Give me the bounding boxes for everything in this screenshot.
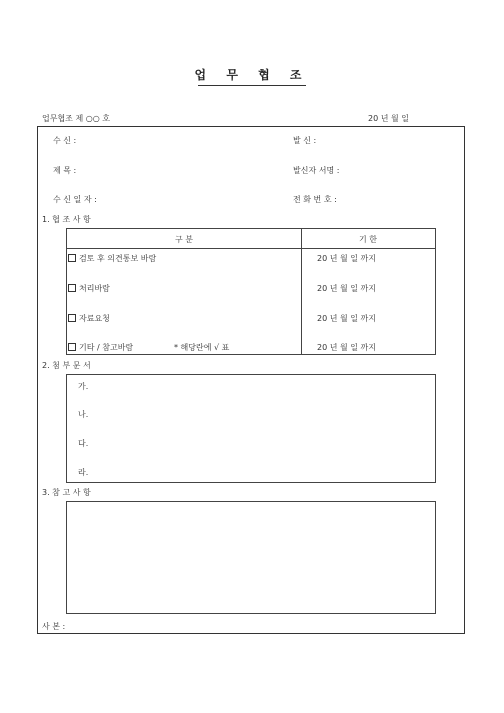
section2-title: 2. 첨 부 문 서	[42, 361, 91, 370]
section1-title: 1. 협 조 사 항	[42, 215, 91, 224]
checkbox[interactable]	[68, 254, 76, 262]
check-note: * 해당란에 √ 표	[174, 343, 230, 352]
sender-label: 발 신 :	[293, 136, 317, 145]
table-row: 기타 / 참고바람	[68, 342, 133, 353]
row-deadline: 20 년 월 일 까지	[317, 284, 376, 293]
received-date-label: 수 신 일 자 :	[53, 195, 97, 204]
recipient-label: 수 신 :	[53, 136, 77, 145]
doc-date: 20 년 월 일	[368, 114, 409, 123]
section3-title: 3. 참 고 사 항	[42, 488, 91, 497]
title-underline	[198, 85, 306, 86]
doc-number: 업무협조 제 ○○ 호	[42, 114, 110, 123]
sender-signature-label: 발신자 서명 :	[293, 166, 340, 175]
copy-label: 사 본 :	[42, 622, 66, 631]
page-title: 업 무 협 조	[194, 68, 310, 82]
row-deadline: 20 년 월 일 까지	[317, 314, 376, 323]
attachment-item: 라.	[78, 468, 89, 477]
checkbox[interactable]	[68, 314, 76, 322]
cooperation-table	[66, 228, 436, 355]
notes-box[interactable]	[66, 501, 436, 614]
row-deadline: 20 년 월 일 까지	[317, 343, 376, 352]
table-row: 처리바람	[68, 283, 110, 294]
col-header-deadline: 기 한	[359, 235, 377, 244]
subject-label: 제 목 :	[53, 166, 77, 175]
table-column-divider	[301, 229, 302, 354]
table-header-divider	[67, 248, 435, 249]
attachment-item: 가.	[78, 382, 89, 391]
row-deadline: 20 년 월 일 까지	[317, 254, 376, 263]
phone-label: 전 화 번 호 :	[293, 195, 337, 204]
attachments-box	[66, 374, 436, 483]
attachment-item: 나.	[78, 410, 89, 419]
table-row: 검토 후 의견통보 바람	[68, 253, 156, 264]
table-row: 자료요청	[68, 313, 110, 324]
checkbox[interactable]	[68, 343, 76, 351]
col-header-category: 구 분	[175, 235, 193, 244]
checkbox[interactable]	[68, 284, 76, 292]
attachment-item: 다.	[78, 439, 89, 448]
